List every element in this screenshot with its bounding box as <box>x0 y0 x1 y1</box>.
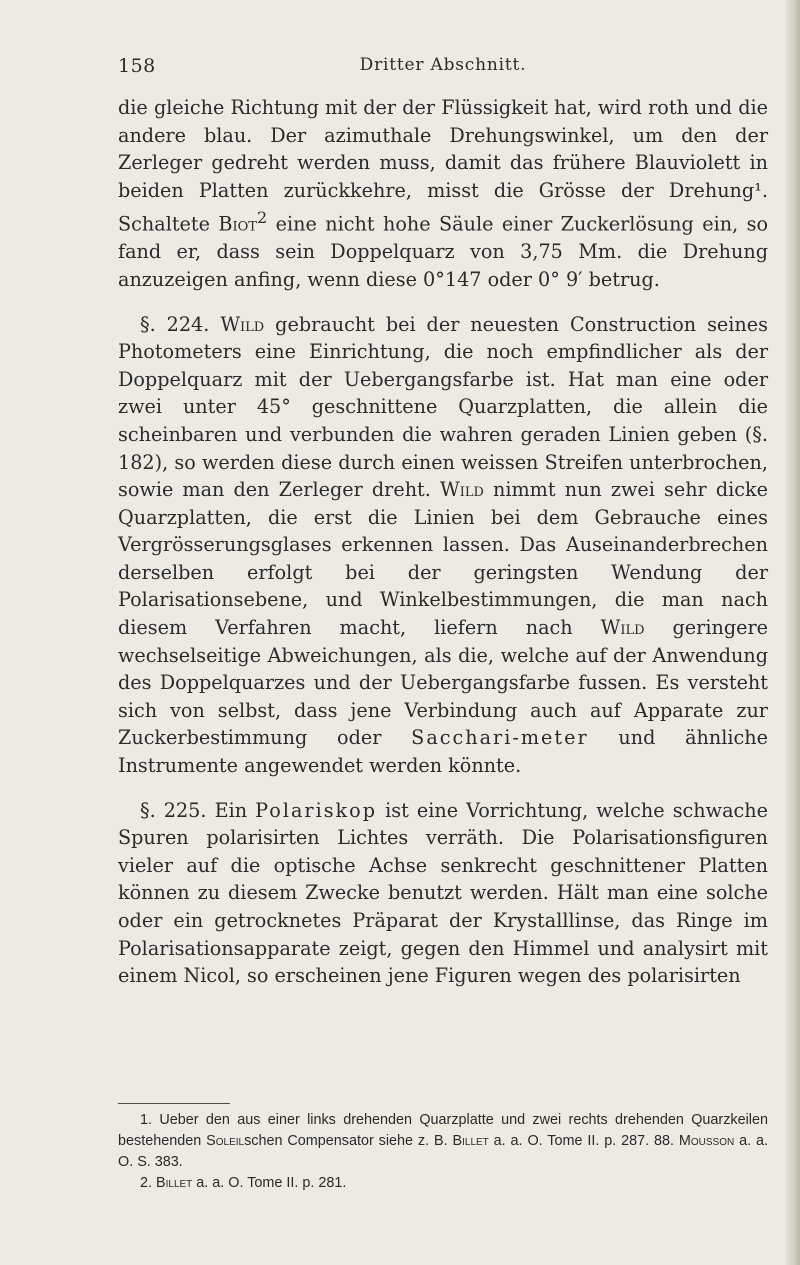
footnote-marker: 2 <box>256 208 268 228</box>
page-edge-shadow <box>786 0 800 1265</box>
footnote-text: a. a. O. Tome II. p. 281. <box>192 1175 347 1191</box>
body-text <box>118 94 768 990</box>
paragraph-text: nimmt nun zwei sehr dicke Quarzplatten, die erst die Linien bei dem Gebrauche eines Vergrösserungsglases erkennen lassen. Das Auseinanderbrechen derselben erfolgt bei der geringsten Wendung der Polarisationsebene, und Winkelbestimmungen, die man nach diesem Verfahren macht, liefern nach <box>118 478 768 640</box>
section-number: §. 225. <box>140 798 215 822</box>
author-name: Wild <box>220 312 265 336</box>
footnote-1 <box>118 1110 768 1173</box>
footnote-text: a. a. O. S. 383. <box>118 1133 768 1170</box>
footnote-text: schen Compensator siehe z. B. <box>244 1133 453 1149</box>
paragraph-text: Ein <box>214 798 256 822</box>
page-header <box>118 55 768 85</box>
author-name: Soleil <box>206 1133 245 1149</box>
page-number: 158 <box>118 55 156 77</box>
paragraph-text: und ähnliche Instrumente angewendet werden könnte. <box>118 726 768 778</box>
running-head: Dritter Abschnitt. <box>359 55 527 75</box>
paragraph-text: gebraucht bei der neuesten Construction seines Photometers eine Einrichtung, die noch empfindlicher als der Doppelquarz mit der Uebergangsfarbe ist. Hat man eine oder zwei unter 45° geschnittene Quarzplatten, die allein die scheinbaren und verbunden die wahren geraden Linien geben (§. 182), so werden diese durch einen weissen Streifen unterbrochen, sowie man den Zerleger dreht. <box>118 312 768 502</box>
paragraph-text: geringere wechselseitige Abweichungen, als die, welche auf der Anwendung des Doppelquarzes und der Uebergangsfarbe fussen. Es versteht sich von selbst, dass jene Verbindung auch auf Apparate zur Zuckerbestimmung oder <box>118 616 768 750</box>
footnote-divider <box>118 1103 230 1104</box>
section-number: §. 224. <box>140 312 221 336</box>
paragraph-continuation <box>118 94 768 294</box>
footnotes <box>118 1110 768 1194</box>
paragraph-text: die gleiche Richtung mit der der Flüssigkeit hat, wird roth und die andere blau. Der azimuthale Drehungswinkel, um den der Zerleger gedreht werden muss, damit das frühere Blauviolett in beiden Platten zurückkehre, misst die Grösse der Drehung¹. Schaltete <box>118 96 768 236</box>
term-saccharimeter: Sacchari-meter <box>411 726 589 750</box>
section-225 <box>118 797 768 990</box>
footnote-text: 1. Ueber den aus einer links drehenden Quarzplatte und zwei rechts drehenden Quarzkeilen bestehenden <box>118 1112 768 1149</box>
author-name: Wild <box>439 478 484 502</box>
footnote-text: a. a. O. Tome II. p. 287. 88. <box>488 1133 679 1149</box>
paragraph-text: ist eine Vorrichtung, welche schwache Spuren polarisirten Lichtes verräth. Die Polarisationsfiguren vieler auf die optische Achse senkrecht geschnittener Platten können zu diesem Zwecke benutzt werden. Hält man eine solche oder ein getrocknetes Präparat der Krystalllinse, das Ringe im Polarisationsapparate zeigt, gegen den Himmel und analysirt mit einem Nicol, so erscheinen jene Figuren wegen des polarisirten <box>118 798 768 988</box>
author-name: Billet <box>452 1133 489 1149</box>
author-name: Billet <box>156 1175 193 1191</box>
footnote-text: 2. <box>140 1175 156 1191</box>
paragraph-text: eine nicht hohe Säule einer Zuckerlösung ein, so fand er, dass sein Doppelquarz von 3,75 Mm. die Drehung anzuzeigen anfing, wenn diese 0°147 oder 0° 9′ betrug. <box>118 212 768 291</box>
section-224 <box>118 311 768 780</box>
footnote-2 <box>118 1173 768 1194</box>
term-polariskop: Polariskop <box>255 798 378 822</box>
author-name: Biot <box>218 212 257 236</box>
author-name: Mousson <box>678 1133 735 1149</box>
author-name: Wild <box>600 616 645 640</box>
